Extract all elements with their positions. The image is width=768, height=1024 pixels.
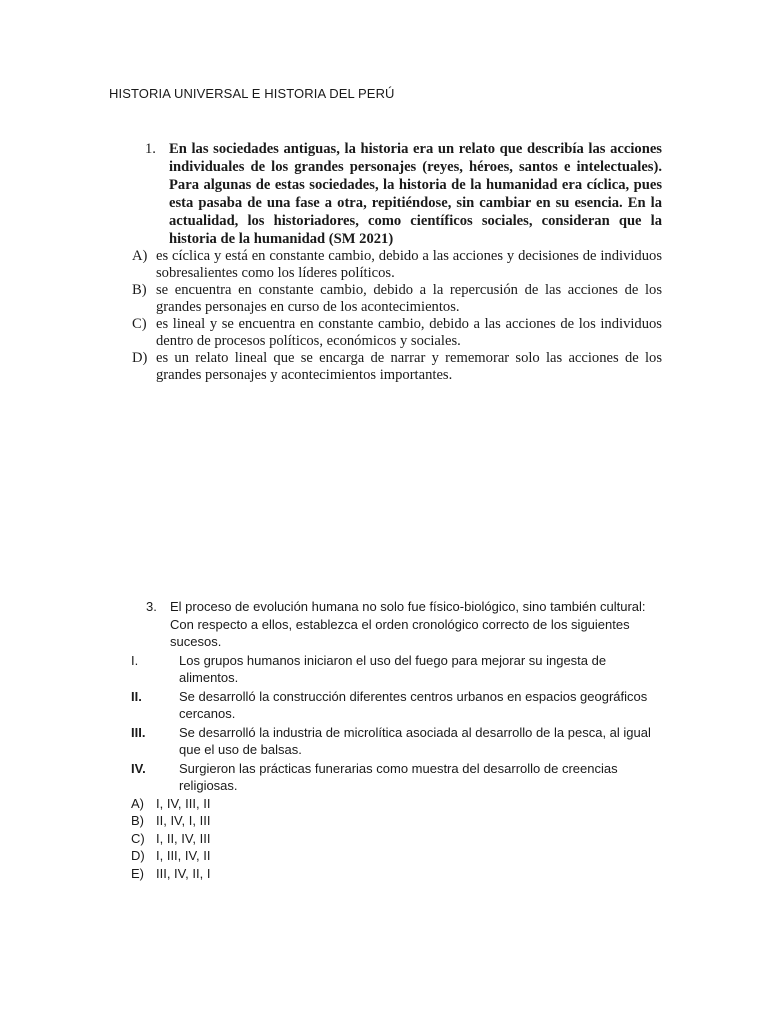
question-3 bbox=[131, 598, 651, 882]
question-3-option-b bbox=[131, 812, 651, 830]
item-numeral: III. bbox=[131, 724, 146, 740]
item-text: Se desarrolló la construcción diferentes centros urbanos en espacios geográficos cercanos. bbox=[179, 688, 648, 721]
item-text: Se desarrolló la industria de microlítica asociada al desarrollo de la pesca, al igual que el uso de balsas. bbox=[179, 724, 651, 757]
question-3-stem bbox=[131, 598, 651, 651]
option-letter: D) bbox=[132, 350, 148, 366]
question-1-option-b bbox=[132, 282, 662, 316]
item-numeral: II. bbox=[131, 688, 142, 704]
question-3-option-d bbox=[131, 847, 651, 865]
question-1-number: 1. bbox=[145, 141, 156, 157]
item-numeral: I. bbox=[131, 652, 139, 668]
option-letter: D) bbox=[131, 848, 145, 863]
option-letter: C) bbox=[131, 830, 145, 846]
question-1-stem bbox=[132, 140, 662, 248]
question-3-item-3 bbox=[131, 724, 651, 759]
item-text: Surgieron las prácticas funerarias como muestra del desarrollo de creencias religiosas. bbox=[179, 760, 618, 793]
document-title: HISTORIA UNIVERSAL E HISTORIA DEL PERÚ bbox=[109, 86, 395, 101]
question-3-number: 3. bbox=[146, 599, 157, 614]
option-text: I, II, IV, III bbox=[156, 830, 211, 846]
question-1 bbox=[132, 140, 662, 384]
question-3-option-a bbox=[131, 795, 651, 813]
question-1-text: En las sociedades antiguas, la historia era un relato que describía las acciones individuales de los grandes personajes (reyes, héroes, santos e intelectuales). Para algunas de estas sociedades, la historia de la humanidad era cíclica, pues esta pasaba de una fase a otra, repitiéndose, sin cambiar en su esencia. En la actualidad, los historiadores, como científicos sociales, consideran que la historia de la humanidad (SM 2021) bbox=[169, 141, 662, 247]
item-numeral: IV. bbox=[131, 760, 146, 776]
question-1-option-d bbox=[132, 350, 662, 384]
question-3-option-e bbox=[131, 865, 651, 883]
option-letter: B) bbox=[131, 813, 144, 828]
option-letter: E) bbox=[131, 865, 144, 881]
option-text: II, IV, I, III bbox=[156, 813, 211, 828]
option-text: es un relato lineal que se encarga de narrar y rememorar solo las acciones de los grandes personajes y acontecimientos importantes. bbox=[156, 350, 662, 383]
question-3-item-4 bbox=[131, 760, 651, 795]
question-3-option-c bbox=[131, 830, 651, 848]
question-3-item-1 bbox=[131, 652, 651, 687]
option-letter: B) bbox=[132, 282, 147, 298]
option-text: III, IV, II, I bbox=[156, 865, 211, 881]
option-text: es cíclica y está en constante cambio, debido a las acciones y decisiones de individuos sobresalientes como los líderes políticos. bbox=[156, 248, 662, 281]
question-3-text: El proceso de evolución humana no solo fue físico-biológico, sino también cultural: Con respecto a ellos, establezca el orden cronológico correcto de los siguientes sucesos. bbox=[170, 599, 646, 649]
question-1-option-c bbox=[132, 316, 662, 350]
option-text: es lineal y se encuentra en constante cambio, debido a las acciones de los individuos dentro de procesos políticos, económicos y sociales. bbox=[156, 316, 662, 349]
option-letter: C) bbox=[132, 316, 147, 332]
item-text: Los grupos humanos iniciaron el uso del fuego para mejorar su ingesta de alimentos. bbox=[179, 652, 607, 685]
question-1-option-a bbox=[132, 248, 662, 282]
question-3-item-2 bbox=[131, 688, 651, 723]
option-text: I, III, IV, II bbox=[156, 848, 211, 863]
option-letter: A) bbox=[132, 248, 148, 264]
option-text: se encuentra en constante cambio, debido a la repercusión de las acciones de los grandes personajes en curso de los acontecimientos. bbox=[156, 282, 662, 315]
option-letter: A) bbox=[131, 795, 144, 811]
option-text: I, IV, III, II bbox=[156, 795, 211, 811]
